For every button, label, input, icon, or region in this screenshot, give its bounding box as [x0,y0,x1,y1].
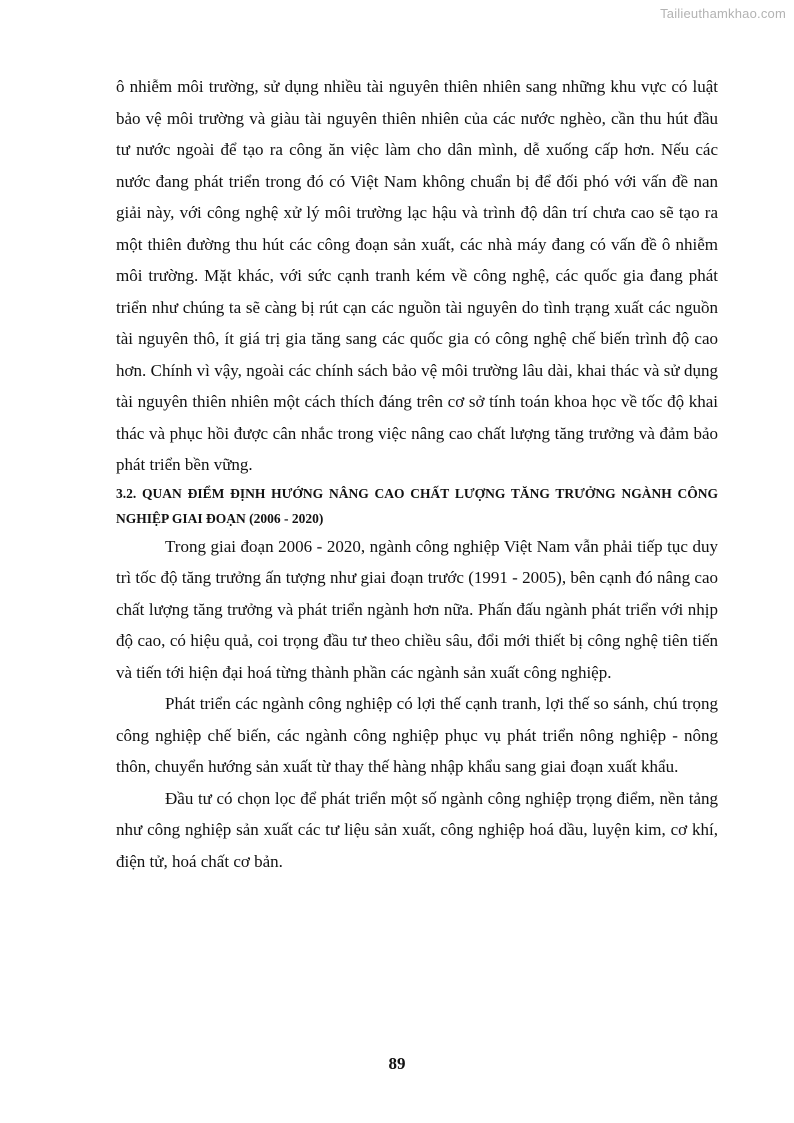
paragraph: Trong giai đoạn 2006 - 2020, ngành công nghiệp Việt Nam vẫn phải tiếp tục duy trì tốc độ tăng trưởng ấn tượng như giai đoạn trước (1991 - 2005), bên cạnh đó nâng cao chất lượng tăng trưởng và phát triển ngành hơn nữa. Phấn đấu ngành phát triển với nhịp độ cao, có hiệu quả, coi trọng đầu tư theo chiều sâu, đổi mới thiết bị công nghệ tiên tiến và tiến tới hiện đại hoá từng thành phần các ngành sản xuất công nghiệp. [116,536,718,682]
paragraph-continued: ô nhiễm môi trường, sử dụng nhiều tài nguyên thiên nhiên sang những khu vực có luật bảo vệ môi trường và giàu tài nguyên thiên nhiên của các nước nghèo, cần thu hút đầu tư nước ngoài để tạo ra công ăn việc làm cho dân mình, dễ xuống cấp hơn. Nếu các nước đang phát triển trong đó có Việt Nam không chuẩn bị để đối phó với vấn đề nan giải này, với công nghệ xử lý môi trường lạc hậu và trình độ dân trí chưa cao sẽ tạo ra một thiên đường thu hút các công đoạn sản xuất, các nhà máy đang có vấn đề ô nhiễm môi trường. Mặt khác, với sức cạnh tranh kém về công nghệ, các quốc gia đang phát triển như chúng ta sẽ càng bị rút cạn các nguồn tài nguyên do tình trạng xuất các nguồn tài nguyên thô, ít giá trị gia tăng sang các quốc gia có công nghệ chế biến trình độ cao hơn. Chính vì vậy, ngoài các chính sách bảo vệ môi trường lâu dài, khai thác và sử dụng tài nguyên thiên nhiên một cách thích đáng trên cơ sở tính toán khoa học về tốc độ khai thác và phục hồi được cân nhắc trong việc nâng cao chất lượng tăng trưởng và đảm bảo phát triển bền vững. [116,77,718,474]
paragraph: Phát triển các ngành công nghiệp có lợi thế cạnh tranh, lợi thế so sánh, chú trọng công nghiệp chế biến, các ngành công nghiệp phục vụ phát triển nông nghiệp - nông thôn, chuyển hướng sản xuất từ thay thế hàng nhập khẩu sang giai đoạn xuất khẩu. [116,694,718,776]
paragraph: Đầu tư có chọn lọc để phát triển một số ngành công nghiệp trọng điểm, nền tảng như công nghiệp sản xuất các tư liệu sản xuất, công nghiệp hoá dầu, luyện kim, cơ khí, điện tử, hoá chất cơ bản. [116,788,718,871]
document-body [116,71,718,877]
section-heading: 3.2. QUAN ĐIỂM ĐỊNH HƯỚNG NÂNG CAO CHẤT LƯỢNG TĂNG TRƯỞNG NGÀNH CÔNG NGHIỆP GIAI ĐOẠN (2006 - 2020) [116,485,718,526]
page-number: 89 [388,1054,406,1073]
watermark: Tailieuthamkhao.com [660,6,786,21]
